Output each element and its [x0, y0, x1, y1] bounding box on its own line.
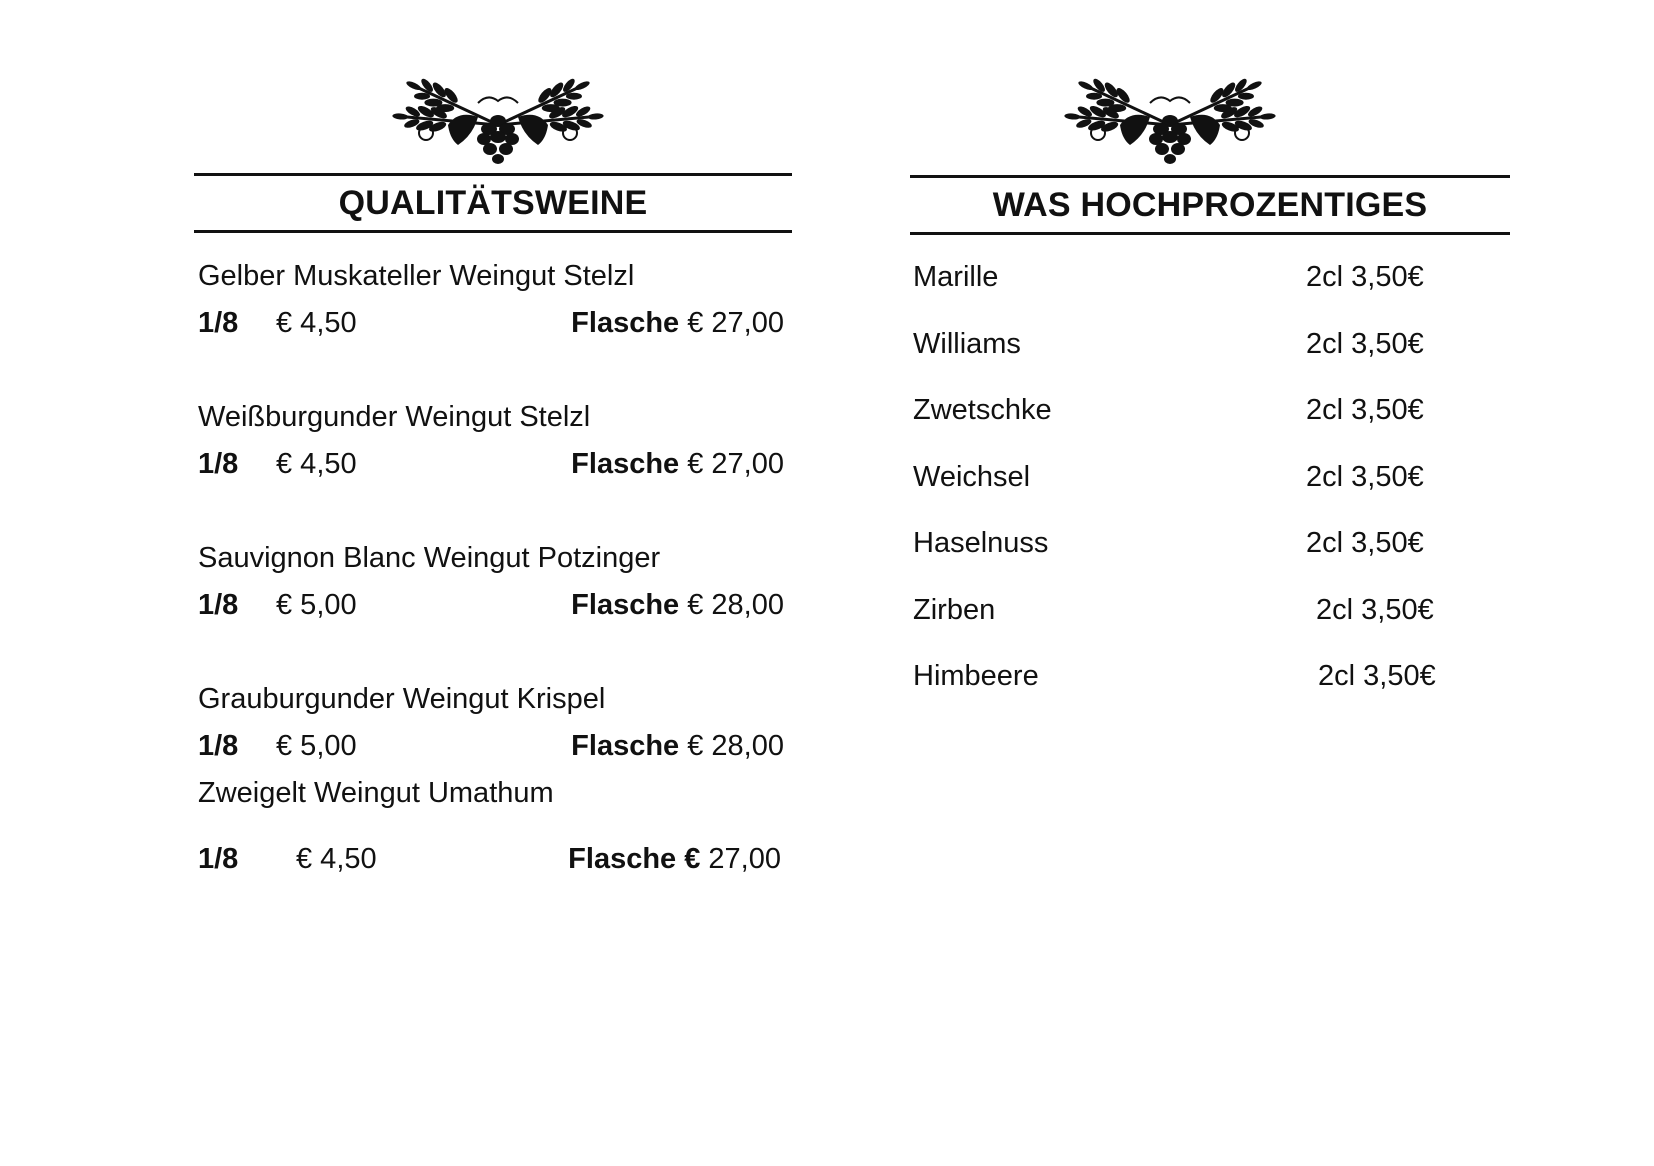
bottle-price: € 28,00 — [687, 730, 784, 762]
bottle-label: Flasche — [571, 448, 680, 480]
bottle-price: € 27,00 — [687, 307, 784, 339]
wine-name: Sauvignon Blanc Weingut Potzinger — [198, 542, 661, 574]
glass-price: € 4,50 — [296, 843, 377, 875]
spirits-title: WAS HOCHPROZENTIGES — [992, 185, 1428, 224]
spirit-name: Weichsel — [913, 461, 1031, 493]
wine-name: Grauburgunder Weingut Krispel — [198, 683, 606, 715]
spirit-price: 2cl 3,50€ — [1306, 394, 1424, 426]
spirit-price: 2cl 3,50€ — [1306, 527, 1424, 559]
bottle-price-group — [571, 450, 784, 479]
bottle-price: € 27,00 — [687, 448, 784, 480]
hops-wheat-icon — [1050, 55, 1290, 165]
hops-wheat-emblem-right — [1050, 55, 1290, 165]
spirit-price: 2cl 3,50€ — [1306, 261, 1424, 293]
glass-size-label: 1/8 — [198, 730, 239, 762]
wines-title: QUALITÄTSWEINE — [338, 183, 648, 222]
glass-price: € 5,00 — [276, 589, 357, 621]
bottle-price: € 28,00 — [687, 589, 784, 621]
spirit-price: 2cl 3,50€ — [1318, 660, 1436, 692]
spirit-name: Williams — [913, 328, 1021, 360]
spirit-price: 2cl 3,50€ — [1306, 461, 1424, 493]
spirits-header — [910, 175, 1510, 235]
wine-name: Weißburgunder Weingut Stelzl — [198, 401, 591, 433]
spirit-name: Himbeere — [913, 660, 1039, 692]
hops-wheat-emblem-left — [378, 55, 618, 165]
bottle-price-group — [571, 309, 784, 338]
glass-price: € 4,50 — [276, 307, 357, 339]
spirit-name: Zwetschke — [913, 394, 1052, 426]
bottle-price-group — [571, 732, 784, 761]
bottle-label: Flasche — [571, 307, 680, 339]
bottle-label: Flasche € — [568, 843, 701, 875]
spirit-price: 2cl 3,50€ — [1316, 594, 1434, 626]
glass-size-label: 1/8 — [198, 448, 239, 480]
bottle-price-group — [568, 845, 781, 874]
wines-header — [194, 173, 792, 233]
wine-name: Zweigelt Weingut Umathum — [198, 777, 554, 809]
bottle-price-group — [571, 591, 784, 620]
spirit-name: Haselnuss — [913, 527, 1049, 559]
hops-wheat-icon — [378, 55, 618, 165]
glass-size-label: 1/8 — [198, 307, 239, 339]
glass-size-label: 1/8 — [198, 589, 239, 621]
glass-price: € 5,00 — [276, 730, 357, 762]
spirit-name: Zirben — [913, 594, 996, 626]
glass-price: € 4,50 — [276, 448, 357, 480]
wine-name: Gelber Muskateller Weingut Stelzl — [198, 260, 635, 292]
glass-size-label: 1/8 — [198, 843, 239, 875]
bottle-label: Flasche — [571, 589, 680, 621]
spirit-name: Marille — [913, 261, 999, 293]
bottle-label: Flasche — [571, 730, 680, 762]
spirit-price: 2cl 3,50€ — [1306, 328, 1424, 360]
bottle-price: 27,00 — [708, 843, 781, 875]
